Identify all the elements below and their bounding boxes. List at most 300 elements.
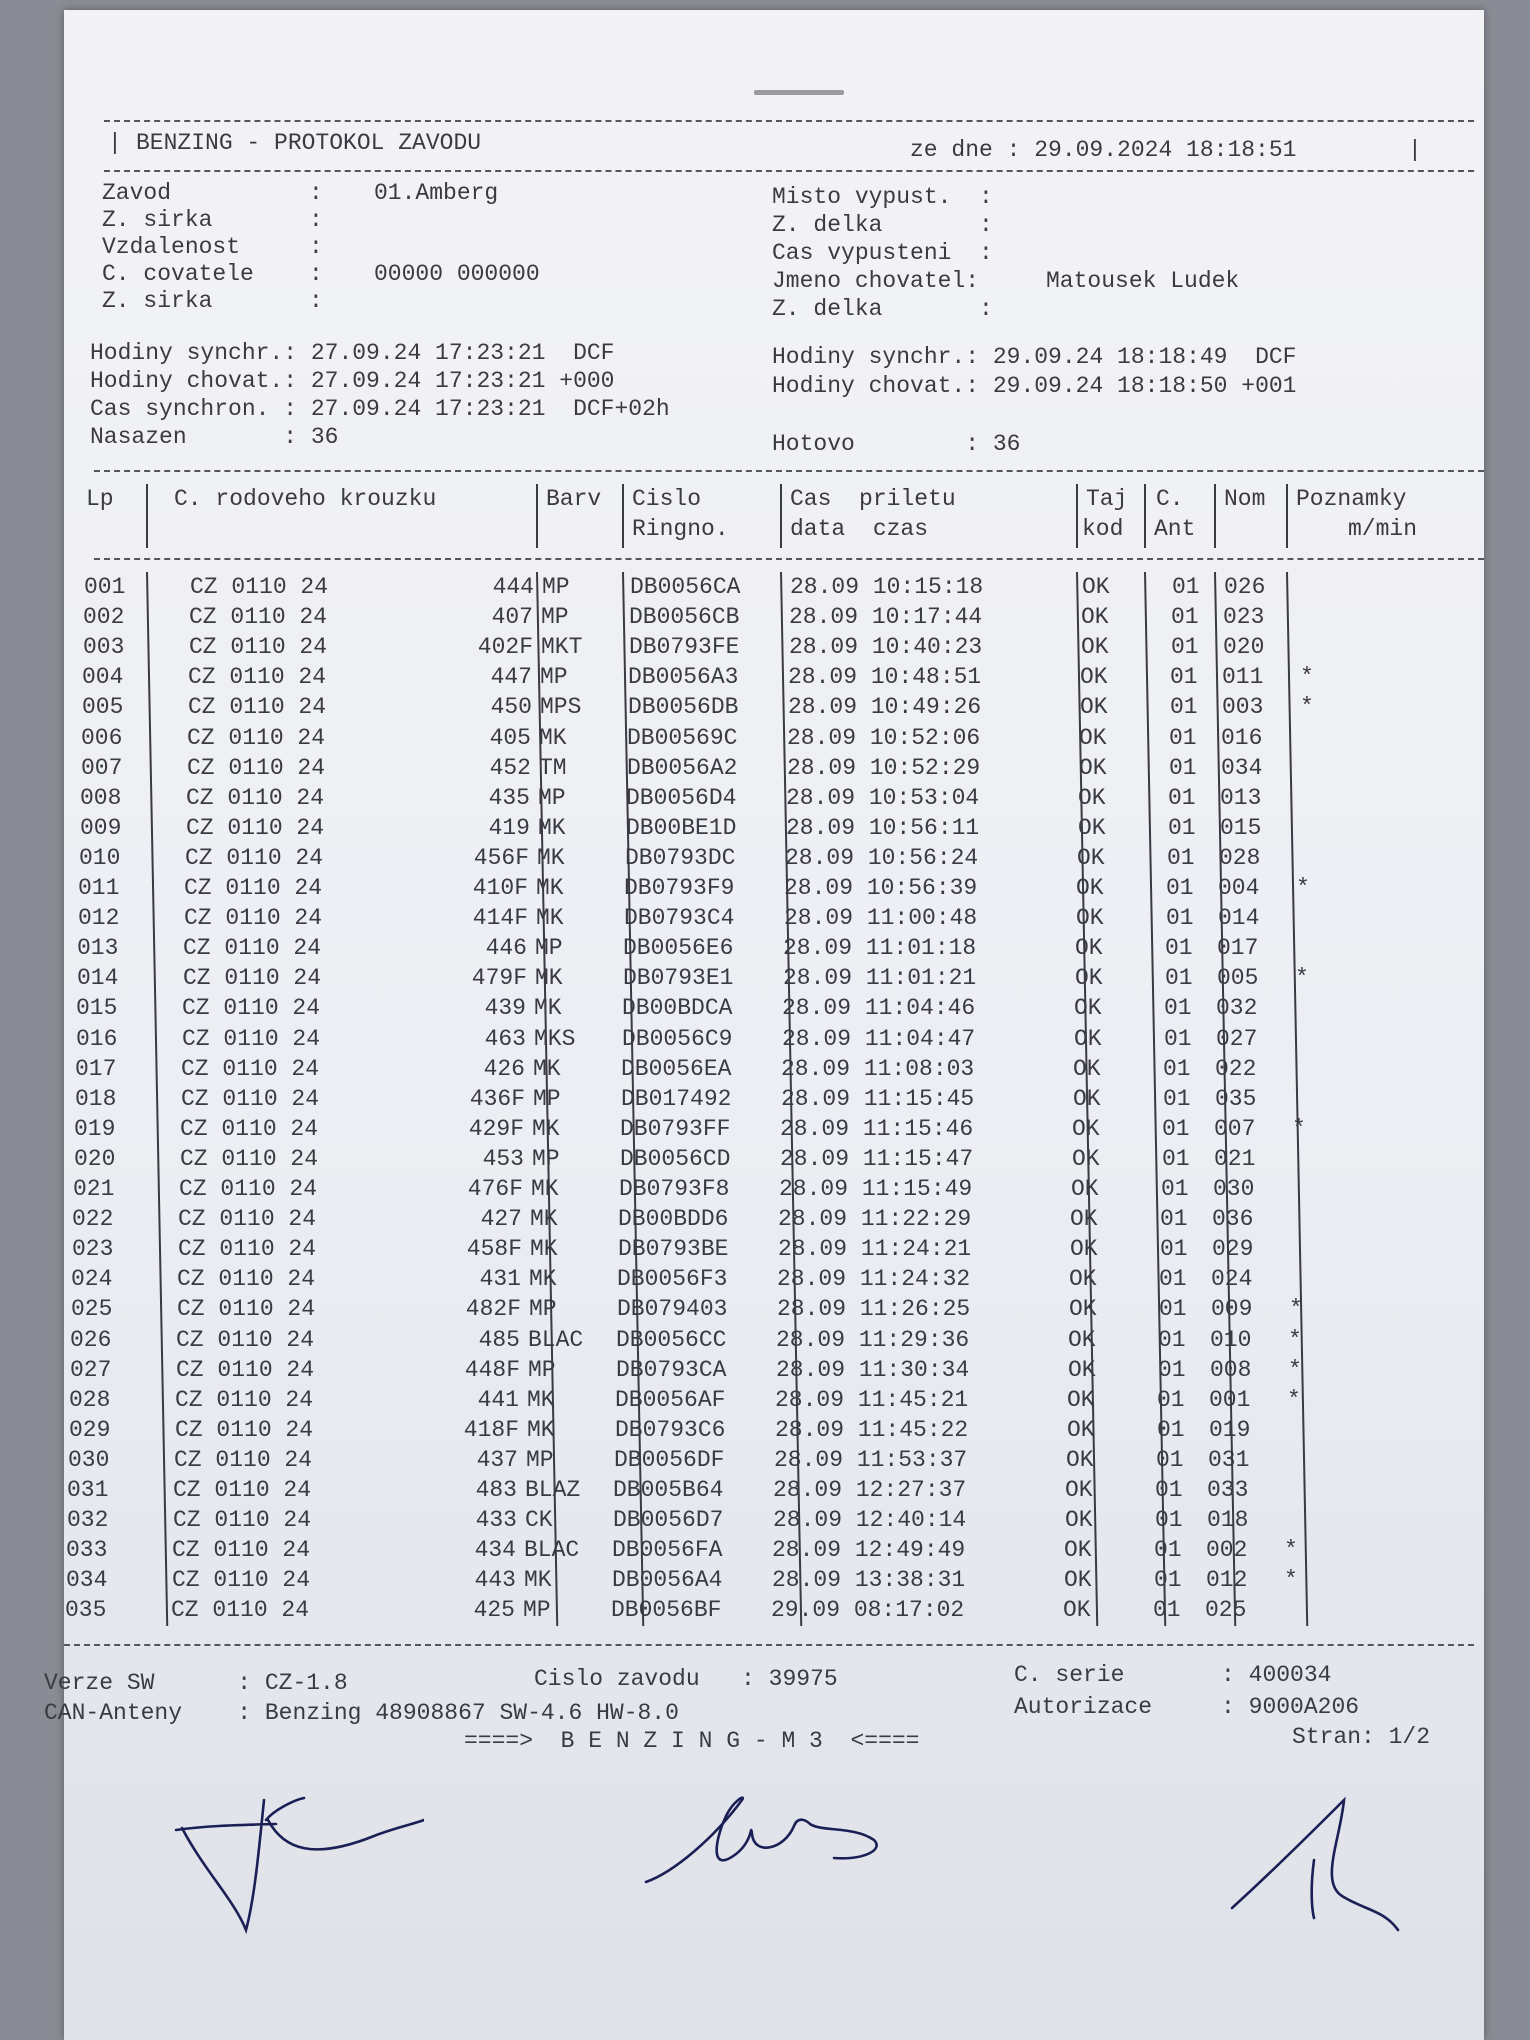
row-lp: 026 — [70, 1326, 112, 1353]
row-ring-number: 482F — [465, 1296, 521, 1323]
header-bar-right: | — [1408, 137, 1422, 163]
row-ring-number: 448F — [464, 1356, 520, 1383]
row-chip: DB00BDD6 — [618, 1206, 729, 1233]
row-ring-number: 419 — [488, 814, 530, 841]
row-chip: DB0056FA — [612, 1537, 723, 1564]
row-color: MK — [535, 965, 563, 992]
row-chip: DB0056DB — [628, 694, 739, 721]
row-antenna: 01 — [1164, 995, 1192, 1022]
row-ring: CZ 0110 24 — [177, 1296, 316, 1323]
row-rank: 036 — [1212, 1206, 1254, 1233]
row-ring: CZ 0110 24 — [186, 814, 325, 841]
row-antenna: 01 — [1153, 1597, 1181, 1624]
col-line — [1214, 484, 1216, 548]
row-antenna: 01 — [1166, 875, 1194, 901]
row-ring: CZ 0110 24 — [187, 754, 326, 781]
row-lp: 001 — [84, 574, 126, 600]
row-rank: 016 — [1221, 724, 1263, 751]
row-arrival-time: 28.09 11:29:36 — [776, 1326, 970, 1353]
row-arrival-time: 28.09 10:52:29 — [787, 754, 981, 781]
row-code: OK — [1077, 844, 1105, 871]
row-arrival-time: 28.09 10:53:04 — [786, 784, 980, 811]
row-rank: 015 — [1220, 814, 1262, 841]
row-chip: DB0056D4 — [626, 784, 737, 811]
row-rank: 027 — [1216, 1025, 1258, 1052]
row-color: MK — [536, 875, 564, 901]
row-chip: DB0056CB — [629, 604, 740, 631]
row-ring-number: 410F — [472, 875, 528, 901]
row-lp: 002 — [83, 604, 125, 631]
row-code: OK — [1068, 1326, 1096, 1353]
row-note: * — [1295, 965, 1309, 992]
divider — [94, 558, 1484, 560]
footer-race-number: Cislo zavodu : 39975 — [534, 1666, 838, 1692]
row-lp: 029 — [69, 1416, 111, 1443]
row-ring-number: 452 — [489, 754, 531, 781]
row-code: OK — [1081, 604, 1109, 631]
row-rank: 013 — [1220, 784, 1262, 811]
row-ring-number: 441 — [477, 1386, 519, 1413]
row-rank: 011 — [1222, 664, 1264, 691]
row-lp: 019 — [74, 1115, 116, 1142]
col-header-notes-sub: m/min — [1348, 516, 1418, 542]
row-arrival-time: 28.09 11:01:21 — [783, 965, 977, 992]
row-color: MPS — [540, 694, 582, 721]
row-lp: 003 — [83, 634, 125, 661]
divider — [104, 120, 1474, 122]
row-antenna: 01 — [1168, 814, 1196, 841]
row-color: MP — [541, 604, 569, 631]
row-ring-number: 458F — [466, 1236, 522, 1263]
footer-authorization: Autorizace : 9000A206 — [1014, 1694, 1360, 1720]
footer-page-count: Stran: 1/2 — [1292, 1724, 1431, 1750]
row-lp: 028 — [69, 1386, 111, 1413]
row-ring-number: 450 — [490, 694, 532, 721]
row-note: * — [1288, 1356, 1302, 1383]
row-arrival-time: 28.09 13:38:31 — [772, 1567, 966, 1594]
row-ring: CZ 0110 24 — [183, 935, 322, 962]
row-arrival-time: 28.09 11:30:34 — [776, 1356, 970, 1383]
row-color: MKS — [534, 1025, 576, 1052]
row-color: MK — [533, 1055, 561, 1082]
row-code: OK — [1072, 1145, 1100, 1172]
row-ring-number: 456F — [473, 844, 529, 871]
row-arrival-time: 28.09 11:24:32 — [777, 1266, 971, 1293]
row-antenna: 01 — [1171, 634, 1199, 661]
row-code: OK — [1078, 814, 1106, 841]
row-ring-number: 433 — [475, 1507, 517, 1534]
row-ring: CZ 0110 24 — [189, 604, 328, 631]
info-value: 01.Amberg — [374, 180, 499, 206]
divider — [64, 1644, 1474, 1646]
row-rank: 035 — [1215, 1085, 1257, 1112]
row-color: MK — [532, 1115, 560, 1142]
row-ring: CZ 0110 24 — [180, 1115, 319, 1142]
row-color: TM — [539, 754, 567, 781]
row-ring: CZ 0110 24 — [178, 1236, 317, 1263]
row-chip: DB0056D7 — [613, 1507, 724, 1534]
row-chip: DB079403 — [617, 1296, 728, 1323]
row-code: OK — [1067, 1386, 1095, 1413]
row-color: MP — [540, 664, 568, 691]
row-arrival-time: 28.09 11:08:03 — [781, 1055, 975, 1082]
row-chip: DB0793BE — [618, 1236, 729, 1263]
row-ring: CZ 0110 24 — [172, 1537, 311, 1564]
clock-line: Hotovo : 36 — [772, 431, 1021, 457]
row-chip: DB0793C6 — [615, 1416, 726, 1443]
row-antenna: 01 — [1158, 1356, 1186, 1383]
row-ring-number: 414F — [472, 905, 528, 932]
row-ring: CZ 0110 24 — [176, 1326, 315, 1353]
row-ring: CZ 0110 24 — [182, 995, 321, 1022]
row-antenna: 01 — [1157, 1386, 1185, 1413]
row-rank: 033 — [1207, 1477, 1249, 1503]
row-arrival-time: 28.09 11:45:21 — [775, 1386, 969, 1413]
row-lp: 010 — [79, 844, 121, 871]
row-ring-number: 447 — [490, 664, 532, 691]
info-label: Z. sirka : — [102, 288, 323, 314]
row-antenna: 01 — [1159, 1296, 1187, 1323]
row-color: BLAC — [524, 1537, 580, 1564]
row-lp: 005 — [82, 694, 124, 721]
row-chip: DB0056CD — [620, 1145, 731, 1172]
row-ring: CZ 0110 24 — [185, 844, 324, 871]
row-code: OK — [1065, 1507, 1093, 1534]
col-line — [1286, 572, 1308, 1626]
clock-line: Hodiny chovat.: 27.09.24 17:23:21 +000 — [90, 368, 615, 394]
row-rank: 018 — [1207, 1507, 1249, 1534]
row-rank: 009 — [1211, 1296, 1253, 1323]
signature-right — [1214, 1790, 1434, 1950]
row-ring-number: 435 — [488, 784, 530, 811]
row-color: MK — [531, 1176, 559, 1202]
row-code: OK — [1068, 1356, 1096, 1383]
row-antenna: 01 — [1165, 965, 1193, 992]
row-rank: 030 — [1213, 1176, 1255, 1202]
row-lp: 012 — [78, 905, 120, 932]
info-label: Vzdalenost : — [102, 234, 323, 260]
row-code: OK — [1064, 1537, 1092, 1564]
row-chip: DB0056AF — [615, 1386, 726, 1413]
row-note: * — [1296, 875, 1310, 901]
row-rank: 019 — [1209, 1416, 1251, 1443]
row-rank: 005 — [1217, 965, 1259, 992]
row-lp: 020 — [74, 1145, 116, 1172]
row-arrival-time: 28.09 11:04:46 — [782, 995, 976, 1022]
row-color: MK — [529, 1266, 557, 1293]
row-chip: DB0056A2 — [627, 754, 738, 781]
row-ring: CZ 0110 24 — [173, 1477, 312, 1503]
row-arrival-time: 28.09 10:17:44 — [789, 604, 983, 631]
row-ring-number: 418F — [463, 1416, 519, 1443]
row-note: * — [1292, 1115, 1306, 1142]
row-arrival-time: 28.09 10:56:39 — [784, 875, 978, 901]
row-antenna: 01 — [1169, 724, 1197, 751]
row-ring-number: 476F — [467, 1176, 523, 1202]
row-ring-number: 405 — [489, 724, 531, 751]
row-color: CK — [525, 1507, 553, 1534]
col-line — [622, 484, 624, 548]
row-rank: 034 — [1221, 754, 1263, 781]
row-rank: 028 — [1219, 844, 1261, 871]
row-ring: CZ 0110 24 — [176, 1356, 315, 1383]
row-rank: 014 — [1218, 905, 1260, 932]
row-arrival-time: 28.09 11:15:45 — [781, 1085, 975, 1112]
row-lp: 030 — [68, 1446, 110, 1473]
row-ring: CZ 0110 24 — [184, 905, 323, 932]
row-antenna: 01 — [1162, 1115, 1190, 1142]
row-rank: 023 — [1223, 604, 1265, 631]
row-color: MK — [530, 1206, 558, 1233]
row-antenna: 01 — [1166, 905, 1194, 932]
row-lp: 022 — [72, 1206, 114, 1233]
row-rank: 010 — [1210, 1326, 1252, 1353]
info-label: Misto vypust. : — [772, 184, 993, 210]
row-rank: 001 — [1209, 1386, 1251, 1413]
clock-line: Hodiny synchr.: 27.09.24 17:23:21 DCF — [90, 340, 615, 366]
row-code: OK — [1074, 1025, 1102, 1052]
row-antenna: 01 — [1162, 1145, 1190, 1172]
row-antenna: 01 — [1154, 1567, 1182, 1594]
row-color: MP — [528, 1356, 556, 1383]
row-color: MK — [534, 995, 562, 1022]
row-code: OK — [1064, 1567, 1092, 1594]
row-rank: 017 — [1217, 935, 1259, 962]
row-code: OK — [1070, 1206, 1098, 1233]
row-code: OK — [1075, 965, 1103, 992]
row-lp: 013 — [77, 935, 119, 962]
row-lp: 009 — [80, 814, 122, 841]
info-label: Z. delka : — [772, 212, 993, 238]
row-note: * — [1284, 1537, 1298, 1564]
row-chip: DB017492 — [621, 1085, 732, 1112]
row-antenna: 01 — [1156, 1446, 1184, 1473]
col-line — [1144, 484, 1146, 548]
row-ring: CZ 0110 24 — [183, 965, 322, 992]
row-lp: 008 — [80, 784, 122, 811]
clock-line: Nasazen : 36 — [90, 424, 339, 450]
row-code: OK — [1080, 664, 1108, 691]
signature-left — [164, 1780, 424, 1940]
col-header-chip: Cislo — [632, 486, 702, 512]
row-lp: 033 — [66, 1537, 108, 1564]
row-ring: CZ 0110 24 — [187, 724, 326, 751]
row-color: MP — [542, 574, 570, 600]
row-antenna: 01 — [1163, 1085, 1191, 1112]
row-code: OK — [1076, 905, 1104, 932]
row-arrival-time: 28.09 12:27:37 — [773, 1477, 967, 1503]
row-rank: 029 — [1212, 1236, 1254, 1263]
row-ring: CZ 0110 24 — [175, 1386, 314, 1413]
row-antenna: 01 — [1172, 574, 1200, 600]
row-ring: CZ 0110 24 — [181, 1085, 320, 1112]
col-line — [1286, 484, 1288, 548]
row-color: MK — [527, 1416, 555, 1443]
row-rank: 004 — [1218, 875, 1260, 901]
row-ring: CZ 0110 24 — [188, 664, 327, 691]
row-note: * — [1284, 1567, 1298, 1594]
header-bar-left: | — [108, 130, 122, 156]
row-color: MP — [535, 935, 563, 962]
row-ring: CZ 0110 24 — [179, 1176, 318, 1202]
row-rank: 026 — [1224, 574, 1266, 600]
row-rank: 022 — [1215, 1055, 1257, 1082]
row-lp: 018 — [75, 1085, 117, 1112]
col-header-color: Barv — [546, 486, 602, 512]
clock-line: Cas synchron. : 27.09.24 17:23:21 DCF+02h — [90, 396, 670, 422]
row-color: MP — [532, 1145, 560, 1172]
row-code: OK — [1069, 1266, 1097, 1293]
row-ring: CZ 0110 24 — [181, 1055, 320, 1082]
row-chip: DB0056EA — [621, 1055, 732, 1082]
row-lp: 024 — [71, 1266, 113, 1293]
row-ring: CZ 0110 24 — [178, 1206, 317, 1233]
row-code: OK — [1073, 1055, 1101, 1082]
row-code: OK — [1067, 1416, 1095, 1443]
row-chip: DB0793F8 — [619, 1176, 730, 1202]
row-code: OK — [1079, 754, 1107, 781]
col-line — [780, 484, 782, 548]
row-note: * — [1288, 1326, 1302, 1353]
row-arrival-time: 28.09 10:48:51 — [788, 664, 982, 691]
tear-mark — [754, 90, 844, 95]
row-antenna: 01 — [1170, 664, 1198, 691]
row-lp: 014 — [77, 965, 119, 992]
row-code: OK — [1073, 1085, 1101, 1112]
col-line — [146, 484, 148, 548]
row-rank: 031 — [1208, 1446, 1250, 1473]
col-header-lp: Lp — [86, 486, 114, 512]
row-antenna: 01 — [1157, 1416, 1185, 1443]
row-lp: 025 — [71, 1296, 113, 1323]
info-label: Zavod : — [102, 180, 323, 206]
row-arrival-time: 28.09 11:45:22 — [775, 1416, 969, 1443]
info-label: C. covatele : — [102, 261, 323, 287]
row-ring: CZ 0110 24 — [189, 634, 328, 661]
col-header-nom: Nom — [1224, 486, 1266, 512]
row-color: MP — [523, 1597, 551, 1624]
row-code: OK — [1072, 1115, 1100, 1142]
row-color: MP — [538, 784, 566, 811]
row-rank: 032 — [1216, 995, 1258, 1022]
row-antenna: 01 — [1154, 1537, 1182, 1564]
row-arrival-time: 29.09 08:17:02 — [771, 1597, 965, 1624]
row-chip: DB0793F9 — [624, 875, 735, 901]
row-ring: CZ 0110 24 — [175, 1416, 314, 1443]
row-color: MK — [530, 1236, 558, 1263]
row-lp: 006 — [81, 724, 123, 751]
row-rank: 003 — [1222, 694, 1264, 721]
info-label: Jmeno chovatel: — [772, 268, 980, 294]
row-ring: CZ 0110 24 — [180, 1145, 319, 1172]
row-chip: DB00569C — [627, 724, 738, 751]
row-lp: 007 — [81, 754, 123, 781]
row-arrival-time: 28.09 10:52:06 — [787, 724, 981, 751]
col-header-ant-sub: Ant — [1154, 516, 1196, 542]
report-title: BENZING - PROTOKOL ZAVODU — [136, 130, 482, 156]
row-antenna: 01 — [1155, 1477, 1183, 1503]
info-value: 00000 000000 — [374, 261, 540, 287]
row-chip: DB0056A3 — [628, 664, 739, 691]
row-ring-number: 483 — [475, 1477, 517, 1503]
divider — [94, 470, 1484, 472]
col-header-ring: C. rodoveho krouzku — [174, 486, 437, 512]
col-line — [1076, 484, 1078, 548]
row-code: OK — [1075, 935, 1103, 962]
row-chip: DB00BDCA — [622, 995, 733, 1022]
info-label: Cas vypusteni : — [772, 240, 993, 266]
row-antenna: 01 — [1170, 694, 1198, 721]
row-chip: DB0056E6 — [623, 935, 734, 962]
row-lp: 027 — [70, 1356, 112, 1383]
row-chip: DB0056CC — [616, 1326, 727, 1353]
row-color: MP — [533, 1085, 561, 1112]
row-arrival-time: 28.09 12:49:49 — [772, 1537, 966, 1564]
protocol-sheet — [44, 10, 1484, 2040]
row-lp: 034 — [66, 1567, 108, 1594]
row-chip: DB0793DC — [625, 844, 736, 871]
row-rank: 025 — [1205, 1597, 1247, 1624]
row-chip: DB0793CA — [616, 1356, 727, 1383]
row-ring-number: 444 — [492, 574, 534, 600]
row-color: BLAZ — [525, 1477, 581, 1503]
row-arrival-time: 28.09 11:15:47 — [780, 1145, 974, 1172]
row-chip: DB0056CA — [630, 574, 741, 600]
row-lp: 015 — [76, 995, 118, 1022]
col-line — [146, 572, 168, 1626]
row-ring-number: 443 — [474, 1567, 516, 1594]
row-chip: DB00BE1D — [626, 814, 737, 841]
row-chip: DB0056DF — [614, 1446, 725, 1473]
row-antenna: 01 — [1168, 784, 1196, 811]
row-ring-number: 402F — [477, 634, 533, 661]
row-code: OK — [1081, 634, 1109, 661]
col-header-code-sub: kod — [1082, 516, 1124, 542]
row-antenna: 01 — [1169, 754, 1197, 781]
row-note: * — [1287, 1386, 1301, 1413]
col-header-chip-sub: Ringno. — [632, 516, 729, 542]
row-ring-number: 431 — [479, 1266, 521, 1293]
row-color: MK — [536, 905, 564, 932]
row-chip: DB0793C4 — [624, 905, 735, 932]
row-ring: CZ 0110 24 — [177, 1266, 316, 1293]
row-antenna: 01 — [1160, 1206, 1188, 1233]
row-ring: CZ 0110 24 — [174, 1446, 313, 1473]
row-lp: 004 — [82, 664, 124, 691]
row-antenna: 01 — [1161, 1176, 1189, 1202]
row-ring-number: 425 — [473, 1597, 515, 1624]
row-ring: CZ 0110 24 — [188, 694, 327, 721]
info-label: Z. delka : — [772, 296, 993, 322]
row-ring-number: 446 — [485, 935, 527, 962]
row-antenna: 01 — [1159, 1266, 1187, 1293]
row-lp: 032 — [67, 1507, 109, 1534]
row-rank: 021 — [1214, 1145, 1256, 1172]
footer-serial: C. serie : 400034 — [1014, 1662, 1332, 1688]
row-color: BLAC — [528, 1326, 584, 1353]
row-antenna: 01 — [1165, 935, 1193, 962]
row-rank: 002 — [1206, 1537, 1248, 1564]
row-arrival-time: 28.09 11:22:29 — [778, 1206, 972, 1233]
row-ring: CZ 0110 24 — [182, 1025, 321, 1052]
row-code: OK — [1071, 1176, 1099, 1202]
row-chip: DB0793FE — [629, 634, 740, 661]
row-rank: 024 — [1211, 1266, 1253, 1293]
row-arrival-time: 28.09 10:40:23 — [789, 634, 983, 661]
clock-line: Hodiny chovat.: 29.09.24 18:18:50 +001 — [772, 373, 1297, 399]
row-note: * — [1289, 1296, 1303, 1323]
row-chip: DB0056A4 — [612, 1567, 723, 1594]
